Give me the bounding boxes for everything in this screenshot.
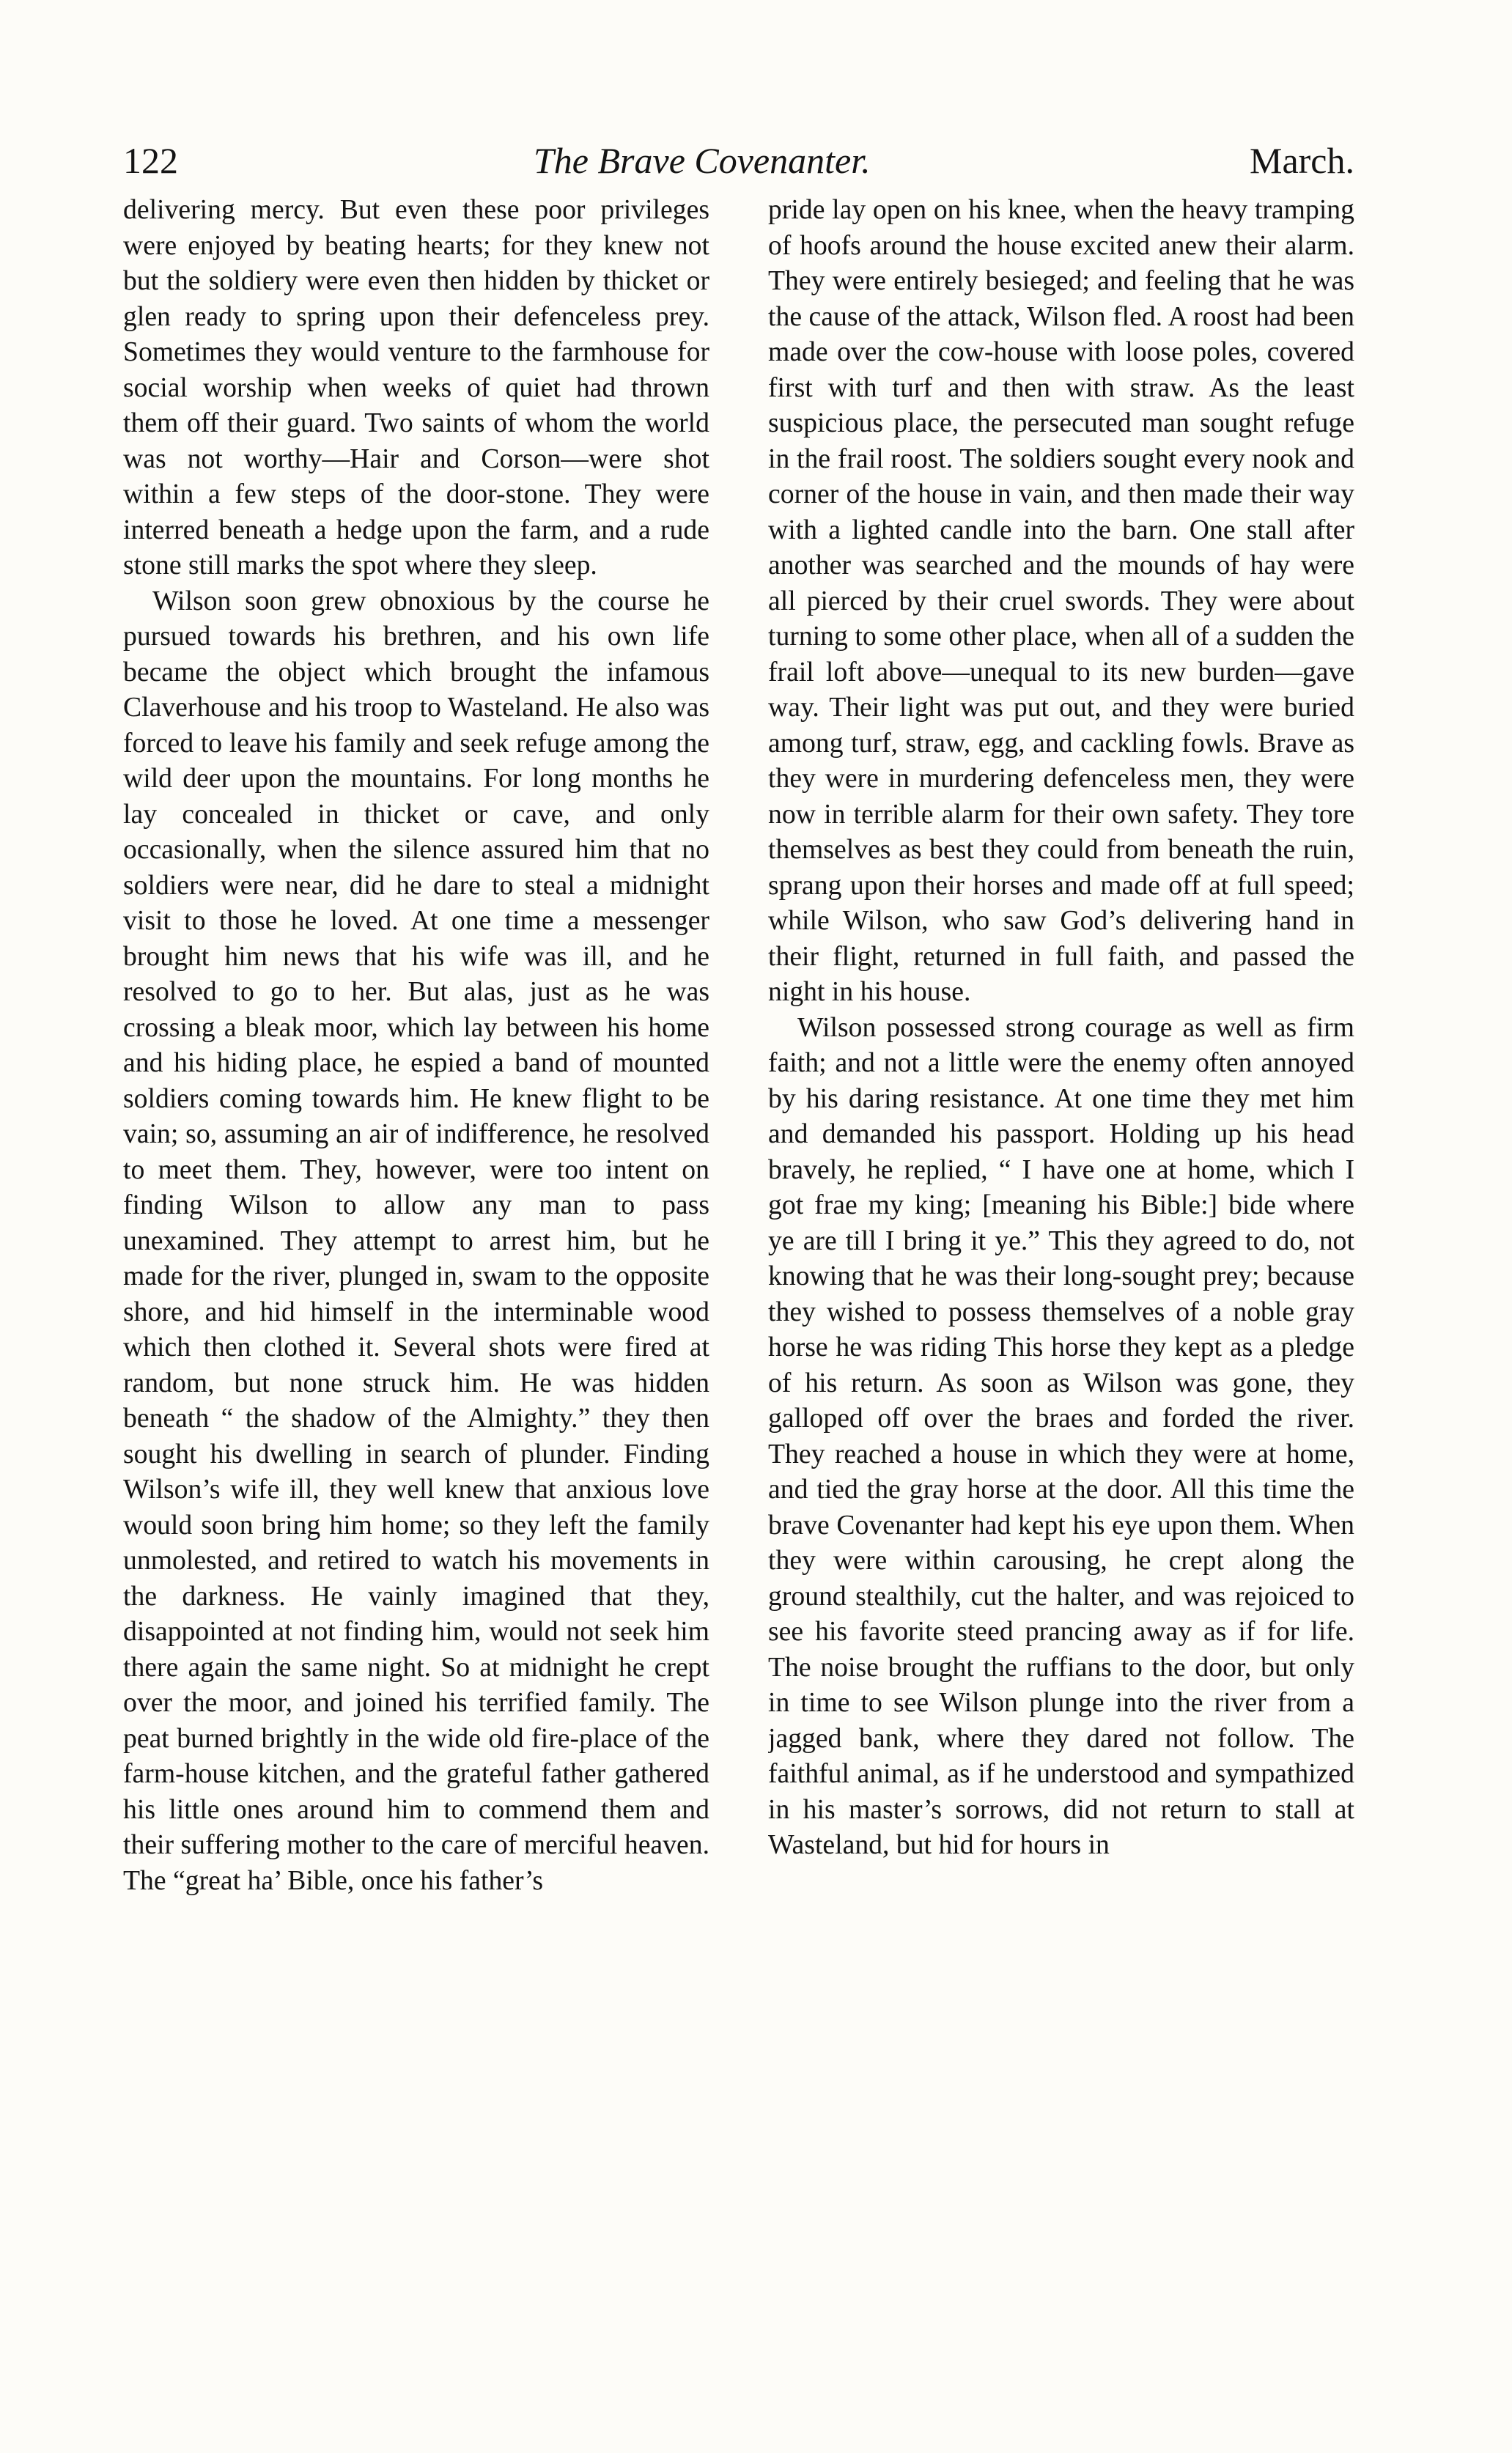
running-head bbox=[123, 136, 1354, 185]
running-title: The Brave Covenanter. bbox=[534, 140, 871, 181]
paragraph: Wilson soon grew obnoxious by the course he pursued towards his brethren, and his own life became the object which brought the infamous Claverhouse and his troop to Wasteland. He also was forced to leave his family and seek refuge among the wild deer upon the mountains. For long months he lay concealed in thicket or cave, and only occasionally, when the silence assured him that no soldiers were near, did he dare to steal a midnight visit to those he loved. At one time a messenger brought him news that his wife was ill, and he resolved to go to her. But alas, just as he was crossing a bleak moor, which lay between his home and his hiding place, he espied a band of mounted soldiers coming towards him. He knew flight to be vain; so, assuming an air of indifference, he resolved to meet them. They, however, were too intent on finding Wilson to allow any man to pass unexamined. They attempt to arrest him, but he made for the river, plunged in, swam to the opposite shore, and hid himself in the interminable wood which then clothed it. Several shots were fired at random, but none struck him. He was hidden beneath “ the shadow of the Almighty.” they then sought his dwelling in search of plunder. Finding Wilson’s wife ill, they well knew that anxious love would soon bring him home; so they left the family unmolested, and retired to watch his movements in the darkness. He vainly imagined that they, disappointed at not finding him, would not seek him there again the same night. So at midnight he crept over the moor, and joined his terrified family. The peat burned brightly in the wide old fire-place of the farm-house kitchen, and the grateful father gathered his little ones around him to commend them and their suffering mother to the care of merciful heaven. The “great ha’ Bible, once his father’s bbox=[123, 585, 709, 1896]
page-number: 122 bbox=[123, 140, 178, 181]
right-column bbox=[768, 192, 1354, 2420]
left-column bbox=[123, 192, 709, 2420]
running-month: March. bbox=[1250, 140, 1354, 181]
paragraph: pride lay open on his knee, when the heavy tramping of hoofs around the house excited anew their alarm. They were entirely besieged; and feeling that he was the cause of the attack, Wilson fled. A roost had been made over the cow-house with loose poles, covered first with turf and then with straw. As the least suspicious place, the persecuted man sought refuge in the frail roost. The soldiers sought every nook and corner of the house in vain, and then made their way with a lighted candle into the barn. One stall after another was searched and the mounds of hay were all pierced by their cruel swords. They were about turning to some other place, when all of a sudden the frail loft above—unequal to its new burden—gave way. Their light was put out, and they were buried among turf, straw, egg, and cackling fowls. Brave as they were in murdering defenceless men, they were now in terrible alarm for their own safety. They tore themselves as best they could from beneath the ruin, sprang upon their horses and made off at full speed; while Wilson, who saw God’s delivering hand in their flight, returned in full faith, and passed the night in his house. bbox=[768, 194, 1354, 1007]
paragraph: Wilson possessed strong courage as well as firm faith; and not a little were the enemy often annoyed by his daring resistance. At one time they met him and demanded his passport. Holding up his head bravely, he replied, “ I have one at home, which I got frae my king; [meaning his Bible:] bide where ye are till I bring it ye.” This they agreed to do, not knowing that he was their long-sought prey; because they wished to possess themselves of a noble gray horse he was riding This horse they kept as a pledge of his return. As soon as Wilson was gone, they galloped off over the braes and forded the river. They reached a house in which they were at home, and tied the gray horse at the door. All this time the brave Covenanter had kept his eye upon them. When they were within carousing, he crept along the ground stealthily, cut the halter, and was rejoiced to see his favorite steed prancing away as if for life. The noise brought the ruffians to the door, but only in time to see Wilson plunge into the river from a jagged bank, where they dared not follow. The faithful animal, as if he understood and sympathized in his master’s sorrows, did not return to stall at Wasteland, but hid for hours in bbox=[768, 1011, 1354, 1860]
paragraph: delivering mercy. But even these poor privileges were enjoyed by beating hearts; for they knew not but the soldiery were even then hidden by thicket or glen ready to spring upon their defenceless prey. Sometimes they would venture to the farmhouse for social worship when weeks of quiet had thrown them off their guard. Two saints of whom the world was not worthy—Hair and Corson—were shot within a few steps of the door-stone. They were interred beneath a hedge upon the farm, and a rude stone still marks the spot where they sleep. bbox=[123, 194, 709, 580]
